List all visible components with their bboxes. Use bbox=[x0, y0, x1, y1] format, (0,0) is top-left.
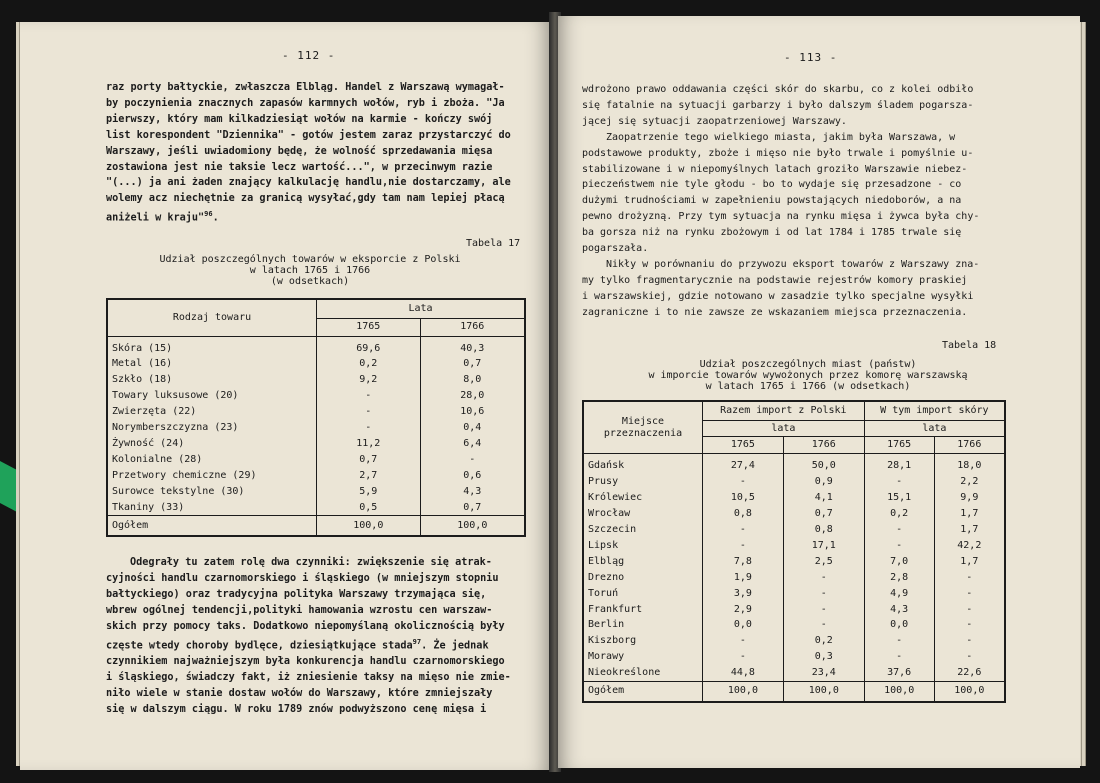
table-row bbox=[107, 356, 525, 372]
cell-value: 5,9 bbox=[317, 484, 421, 500]
cell-value: - bbox=[864, 633, 934, 649]
row-label: Gdańsk bbox=[588, 460, 625, 472]
text-line: Warszawy, jeśli uwiadomiony będę, że wolność sprzedawania mięsa bbox=[106, 145, 493, 157]
row-label: Kolonialne (28) bbox=[112, 453, 203, 465]
cell-value: 1,7 bbox=[934, 506, 1005, 522]
cell-value: - bbox=[783, 602, 864, 618]
cell-value: 23,4 bbox=[783, 665, 864, 681]
text-line: skich przy pomocy taks. Dodatkowo niepomyślaną okolicznością były bbox=[106, 620, 505, 632]
total-value: 100,0 bbox=[934, 682, 1005, 702]
cell-value: 22,6 bbox=[934, 665, 1005, 681]
cell-value: - bbox=[934, 633, 1005, 649]
row-label: Przetwory chemiczne (29) bbox=[112, 469, 257, 481]
text-line: dużymi trudnościami w zapełnieniu powstających niedoborów, a na bbox=[582, 195, 962, 207]
text-line: my tylko fragmentarycznie na podstawie rejestrów komory praskiej bbox=[582, 274, 968, 286]
years-header: lata bbox=[864, 420, 1005, 437]
text-line: "(...) ja ani żaden znający kalkulację handlu,nie dostarczamy, ale bbox=[106, 177, 511, 189]
text-line: jącej się sytuacji zaopatrzeniowej Warszawy. bbox=[582, 115, 847, 127]
cell-value: 0,7 bbox=[420, 356, 525, 372]
text-line: Zaopatrzenie tego wielkiego miasta, jakim była Warszawa, w bbox=[606, 131, 956, 143]
footnote-marker: 96 bbox=[204, 210, 213, 219]
page-number: - 113 - bbox=[784, 51, 838, 64]
text-line: stabilizowane i w niepomyślnych latach groziło Warszawie niebez- bbox=[582, 163, 968, 175]
text-line: cyjności handlu czarnomorskiego i śląskiego (w mniejszym stopniu bbox=[106, 572, 499, 584]
cell-value: - bbox=[864, 538, 934, 554]
row-label: Elbląg bbox=[588, 555, 625, 567]
cell-value: 0,0 bbox=[864, 617, 934, 633]
text-line bbox=[106, 635, 528, 654]
cell-value: 0,7 bbox=[420, 500, 525, 516]
cell-value: 11,2 bbox=[317, 436, 421, 452]
cell-value: 27,4 bbox=[703, 454, 784, 474]
row-label: Prusy bbox=[588, 476, 619, 488]
table-row bbox=[583, 538, 1005, 554]
cell-value: 0,2 bbox=[864, 506, 934, 522]
text-line: i śląskiego, świadczy fakt, iż zniesienie taksy na mięso nie zmie- bbox=[106, 671, 511, 683]
cell-value: 28,1 bbox=[864, 454, 934, 474]
column-header: Miejsce przeznaczenia bbox=[583, 401, 703, 454]
cell-value: - bbox=[783, 570, 864, 586]
footnote-marker: 97 bbox=[412, 637, 422, 646]
years-header: Lata bbox=[317, 299, 526, 318]
cell-value: - bbox=[703, 474, 784, 490]
cell-value: 2,5 bbox=[783, 554, 864, 570]
cell-value: - bbox=[420, 452, 525, 468]
export-table bbox=[106, 298, 526, 537]
cell-value: 0,8 bbox=[783, 522, 864, 538]
table-label: Tabela 17 bbox=[466, 238, 521, 249]
cell-value: 0,9 bbox=[783, 474, 864, 490]
text-line: raz porty bałtyckie, zwłaszcza Elbląg. Handel z Warszawą wymagał- bbox=[106, 82, 505, 93]
row-label: Nieokreślone bbox=[588, 667, 661, 679]
row-label: Królewiec bbox=[588, 492, 643, 504]
cell-value: 18,0 bbox=[934, 454, 1005, 474]
cell-value: 2,8 bbox=[864, 570, 934, 586]
table-row bbox=[583, 665, 1005, 681]
cell-value: 42,2 bbox=[934, 538, 1005, 554]
cell-value: 4,3 bbox=[420, 484, 525, 500]
text-line: podstawowe produkty, zboże i mięso nie było trwale i pomyślnie u- bbox=[582, 147, 974, 159]
table-row bbox=[107, 336, 525, 356]
cell-value: 0,3 bbox=[783, 649, 864, 665]
table-row bbox=[107, 404, 525, 420]
table-caption bbox=[140, 254, 480, 287]
text-line: niło wiele w stanie dostaw wołów do Warszawy, które zmniejszały bbox=[106, 687, 493, 699]
table-row bbox=[107, 372, 525, 388]
table-row bbox=[107, 388, 525, 404]
cell-value: 44,8 bbox=[703, 665, 784, 681]
row-label: Kiszborg bbox=[588, 635, 637, 647]
table-caption bbox=[608, 359, 1008, 392]
cell-value: - bbox=[317, 420, 421, 436]
table-row bbox=[107, 484, 525, 500]
cell-value: - bbox=[934, 602, 1005, 618]
year-header: 1766 bbox=[783, 437, 864, 454]
row-label: Skóra (15) bbox=[112, 342, 173, 354]
import-table bbox=[582, 400, 1006, 703]
text-line: wolemy acz niechętnie za granicą wysyłać,gdy tam nam lepiej płacą bbox=[106, 193, 505, 205]
total-value: 100,0 bbox=[864, 682, 934, 702]
cell-value: 40,3 bbox=[420, 336, 525, 356]
table-row bbox=[107, 500, 525, 516]
cell-value: - bbox=[703, 633, 784, 649]
cell-value: 28,0 bbox=[420, 388, 525, 404]
year-header: 1765 bbox=[703, 437, 784, 454]
text-line: zagraniczne i to nie zawsze ze wskazaniem miejsca przeznaczenia. bbox=[582, 306, 968, 318]
cell-value: 10,6 bbox=[420, 404, 525, 420]
text-line: aniżeli w kraju"$^{96}$. bbox=[106, 210, 219, 224]
cell-value: 0,6 bbox=[420, 468, 525, 484]
year-header: 1766 bbox=[934, 437, 1005, 454]
cell-value: 3,9 bbox=[703, 586, 784, 602]
cell-value: 9,2 bbox=[317, 372, 421, 388]
total-value: 100,0 bbox=[783, 682, 864, 702]
row-label: Frankfurt bbox=[588, 603, 643, 615]
cell-value: - bbox=[864, 522, 934, 538]
row-label: Wrocław bbox=[588, 508, 631, 520]
group-header: W tym import skóry bbox=[864, 401, 1005, 420]
cell-value: - bbox=[934, 649, 1005, 665]
table-row bbox=[583, 649, 1005, 665]
row-label: Toruń bbox=[588, 587, 619, 599]
cell-value: 7,0 bbox=[864, 554, 934, 570]
cell-value: - bbox=[864, 474, 934, 490]
cell-value: 0,5 bbox=[317, 500, 421, 516]
text-line: bałtyckiego) oraz tradycyjna polityka Warszawy trzymająca się, bbox=[106, 588, 487, 600]
text-line: i warszawskiej, gdzie notowano w zasadzie tylko specjalne wysyłki bbox=[582, 290, 974, 302]
row-label: Szczecin bbox=[588, 524, 637, 536]
text-line: pierwszy, który mam kilkadziesiąt wołów na karmie - kończy swój bbox=[106, 113, 493, 125]
cell-value: 0,2 bbox=[783, 633, 864, 649]
caption-line: w latach 1765 i 1766 bbox=[249, 265, 371, 276]
paragraph-2 bbox=[106, 555, 528, 717]
table-label: Tabela 18 bbox=[942, 340, 997, 351]
total-value: 100,0 bbox=[317, 516, 421, 536]
row-label: Morawy bbox=[588, 651, 625, 663]
left-page bbox=[20, 22, 552, 770]
cell-value: 0,7 bbox=[317, 452, 421, 468]
cell-value: 2,2 bbox=[934, 474, 1005, 490]
cell-value: 2,7 bbox=[317, 468, 421, 484]
cell-value: 69,6 bbox=[317, 336, 421, 356]
cell-value: 0,8 bbox=[703, 506, 784, 522]
table-row bbox=[583, 554, 1005, 570]
cell-value: - bbox=[783, 586, 864, 602]
text-fragment: częste wtedy choroby bydlęce, dziesiątkujące stada bbox=[106, 639, 413, 651]
table-row bbox=[583, 602, 1005, 618]
table-row bbox=[107, 468, 525, 484]
total-value: 100,0 bbox=[420, 516, 525, 536]
cell-value: 1,9 bbox=[703, 570, 784, 586]
text-fragment: . Że jednak bbox=[421, 639, 489, 651]
table-row bbox=[583, 522, 1005, 538]
text-line: wdrożono prawo oddawania części skór do skarbu, co z kolei odbiło bbox=[582, 84, 974, 95]
row-label: Lipsk bbox=[588, 539, 619, 551]
total-label: Ogółem bbox=[112, 519, 149, 531]
text-line: ba gorsza niż na rynku zbożowym i od lat 1784 i 1785 trwale się bbox=[582, 227, 962, 239]
paragraph-1 bbox=[106, 80, 528, 227]
text-line: zostawiona jest nie taksie lecz wartość...", w przecinwym razie bbox=[106, 161, 493, 173]
years-header: lata bbox=[703, 420, 865, 437]
cell-value: - bbox=[317, 404, 421, 420]
text-line: wbrew ogólnej tendencji,polityki hamowania wzrostu cen warszaw- bbox=[106, 604, 493, 616]
cell-value: - bbox=[934, 586, 1005, 602]
cell-value: - bbox=[703, 522, 784, 538]
table-row bbox=[583, 570, 1005, 586]
table-row bbox=[107, 452, 525, 468]
cell-value: - bbox=[317, 388, 421, 404]
cell-value: - bbox=[934, 570, 1005, 586]
row-label: Towary luksusowe (20) bbox=[112, 390, 239, 402]
text-line: Odegrały tu zatem rolę dwa czynniki: zwiększenie się atrak- bbox=[130, 557, 492, 568]
caption-line: w latach 1765 i 1766 (w odsetkach) bbox=[705, 381, 911, 392]
row-label: Zwierzęta (22) bbox=[112, 406, 197, 418]
cell-value: 17,1 bbox=[783, 538, 864, 554]
cell-value: - bbox=[783, 617, 864, 633]
caption-line: Udział poszczególnych towarów w eksporcie z Polski bbox=[159, 254, 461, 265]
text-line: Nikły w porównaniu do przywozu eksport towarów z Warszawy zna- bbox=[606, 258, 980, 270]
row-label: Szkło (18) bbox=[112, 374, 173, 386]
total-value: 100,0 bbox=[703, 682, 784, 702]
cell-value: - bbox=[934, 617, 1005, 633]
table-row bbox=[107, 420, 525, 436]
text-line: się fatalnie na sytuacji garbarzy i było dalszym śladem pogarsza- bbox=[582, 99, 974, 111]
table-row bbox=[583, 586, 1005, 602]
paragraph-1 bbox=[582, 82, 1002, 321]
cell-value: 4,3 bbox=[864, 602, 934, 618]
page-edges bbox=[1082, 22, 1086, 766]
table-row bbox=[583, 506, 1005, 522]
cell-value: 9,9 bbox=[934, 490, 1005, 506]
total-label: Ogółem bbox=[588, 685, 625, 697]
cell-value: 8,0 bbox=[420, 372, 525, 388]
cell-value: 1,7 bbox=[934, 522, 1005, 538]
table-row bbox=[583, 454, 1005, 474]
cell-value: 0,2 bbox=[317, 356, 421, 372]
caption-line: Udział poszczególnych miast (państw) bbox=[699, 359, 917, 370]
cell-value: 6,4 bbox=[420, 436, 525, 452]
row-label: Surowce tekstylne (30) bbox=[112, 485, 245, 497]
caption-line: (w odsetkach) bbox=[270, 276, 350, 287]
cell-value: 0,4 bbox=[420, 420, 525, 436]
page-number: - 112 - bbox=[282, 49, 336, 62]
table-row bbox=[583, 490, 1005, 506]
table-row bbox=[107, 436, 525, 452]
cell-value: 10,5 bbox=[703, 490, 784, 506]
table-row bbox=[583, 617, 1005, 633]
year-header: 1765 bbox=[864, 437, 934, 454]
cell-value: 0,0 bbox=[703, 617, 784, 633]
cell-value: - bbox=[864, 649, 934, 665]
row-label: Żywność (24) bbox=[112, 437, 185, 449]
cell-value: 0,7 bbox=[783, 506, 864, 522]
cell-value: 37,6 bbox=[864, 665, 934, 681]
cell-value: 15,1 bbox=[864, 490, 934, 506]
table-row bbox=[583, 474, 1005, 490]
text-line: pewno drożyzną. Przy tym sytuacja na rynku mięsa i żywca była chy- bbox=[582, 211, 980, 223]
row-label: Norymberszczyzna (23) bbox=[112, 422, 239, 434]
text-line: by poczynienia znacznych zapasów karmnych wołów, ryb i zboża. "Ja bbox=[106, 97, 505, 109]
right-page bbox=[558, 16, 1080, 768]
cell-value: 50,0 bbox=[783, 454, 864, 474]
year-header: 1765 bbox=[317, 318, 421, 336]
text-line: list korespondent "Dziennika" - gotów jestem zaraz przystarczyć do bbox=[106, 129, 511, 141]
caption-line: w imporcie towarów wywożonych przez komorę warszawską bbox=[648, 370, 968, 381]
row-label: Metal (16) bbox=[112, 358, 173, 370]
row-label: Drezno bbox=[588, 571, 625, 583]
group-header: Razem import z Polski bbox=[703, 401, 865, 420]
column-header: Rodzaj towaru bbox=[107, 299, 317, 336]
cell-value: 4,9 bbox=[864, 586, 934, 602]
text-fragment: aniżeli w kraju" bbox=[106, 212, 205, 224]
cell-value: 2,9 bbox=[703, 602, 784, 618]
cell-value: - bbox=[703, 538, 784, 554]
cell-value: 7,8 bbox=[703, 554, 784, 570]
text-line: pogarszała. bbox=[582, 243, 649, 255]
cell-value: 1,7 bbox=[934, 554, 1005, 570]
text-line: pieczeństwem nie tyle głodu - bo to wydaje się przesadzone - co bbox=[582, 179, 962, 191]
text-line: się w dalszym ciągu. W roku 1789 znów podwyższono cenę mięsa i bbox=[106, 703, 487, 715]
row-label: Tkaniny (33) bbox=[112, 501, 185, 513]
row-label: Berlin bbox=[588, 619, 625, 631]
year-header: 1766 bbox=[420, 318, 525, 336]
table-row bbox=[583, 633, 1005, 649]
cell-value: - bbox=[703, 649, 784, 665]
text-line: czynnikiem najważniejszym była konkurencja handlu czarnomorskiego bbox=[106, 655, 505, 667]
cell-value: 4,1 bbox=[783, 490, 864, 506]
